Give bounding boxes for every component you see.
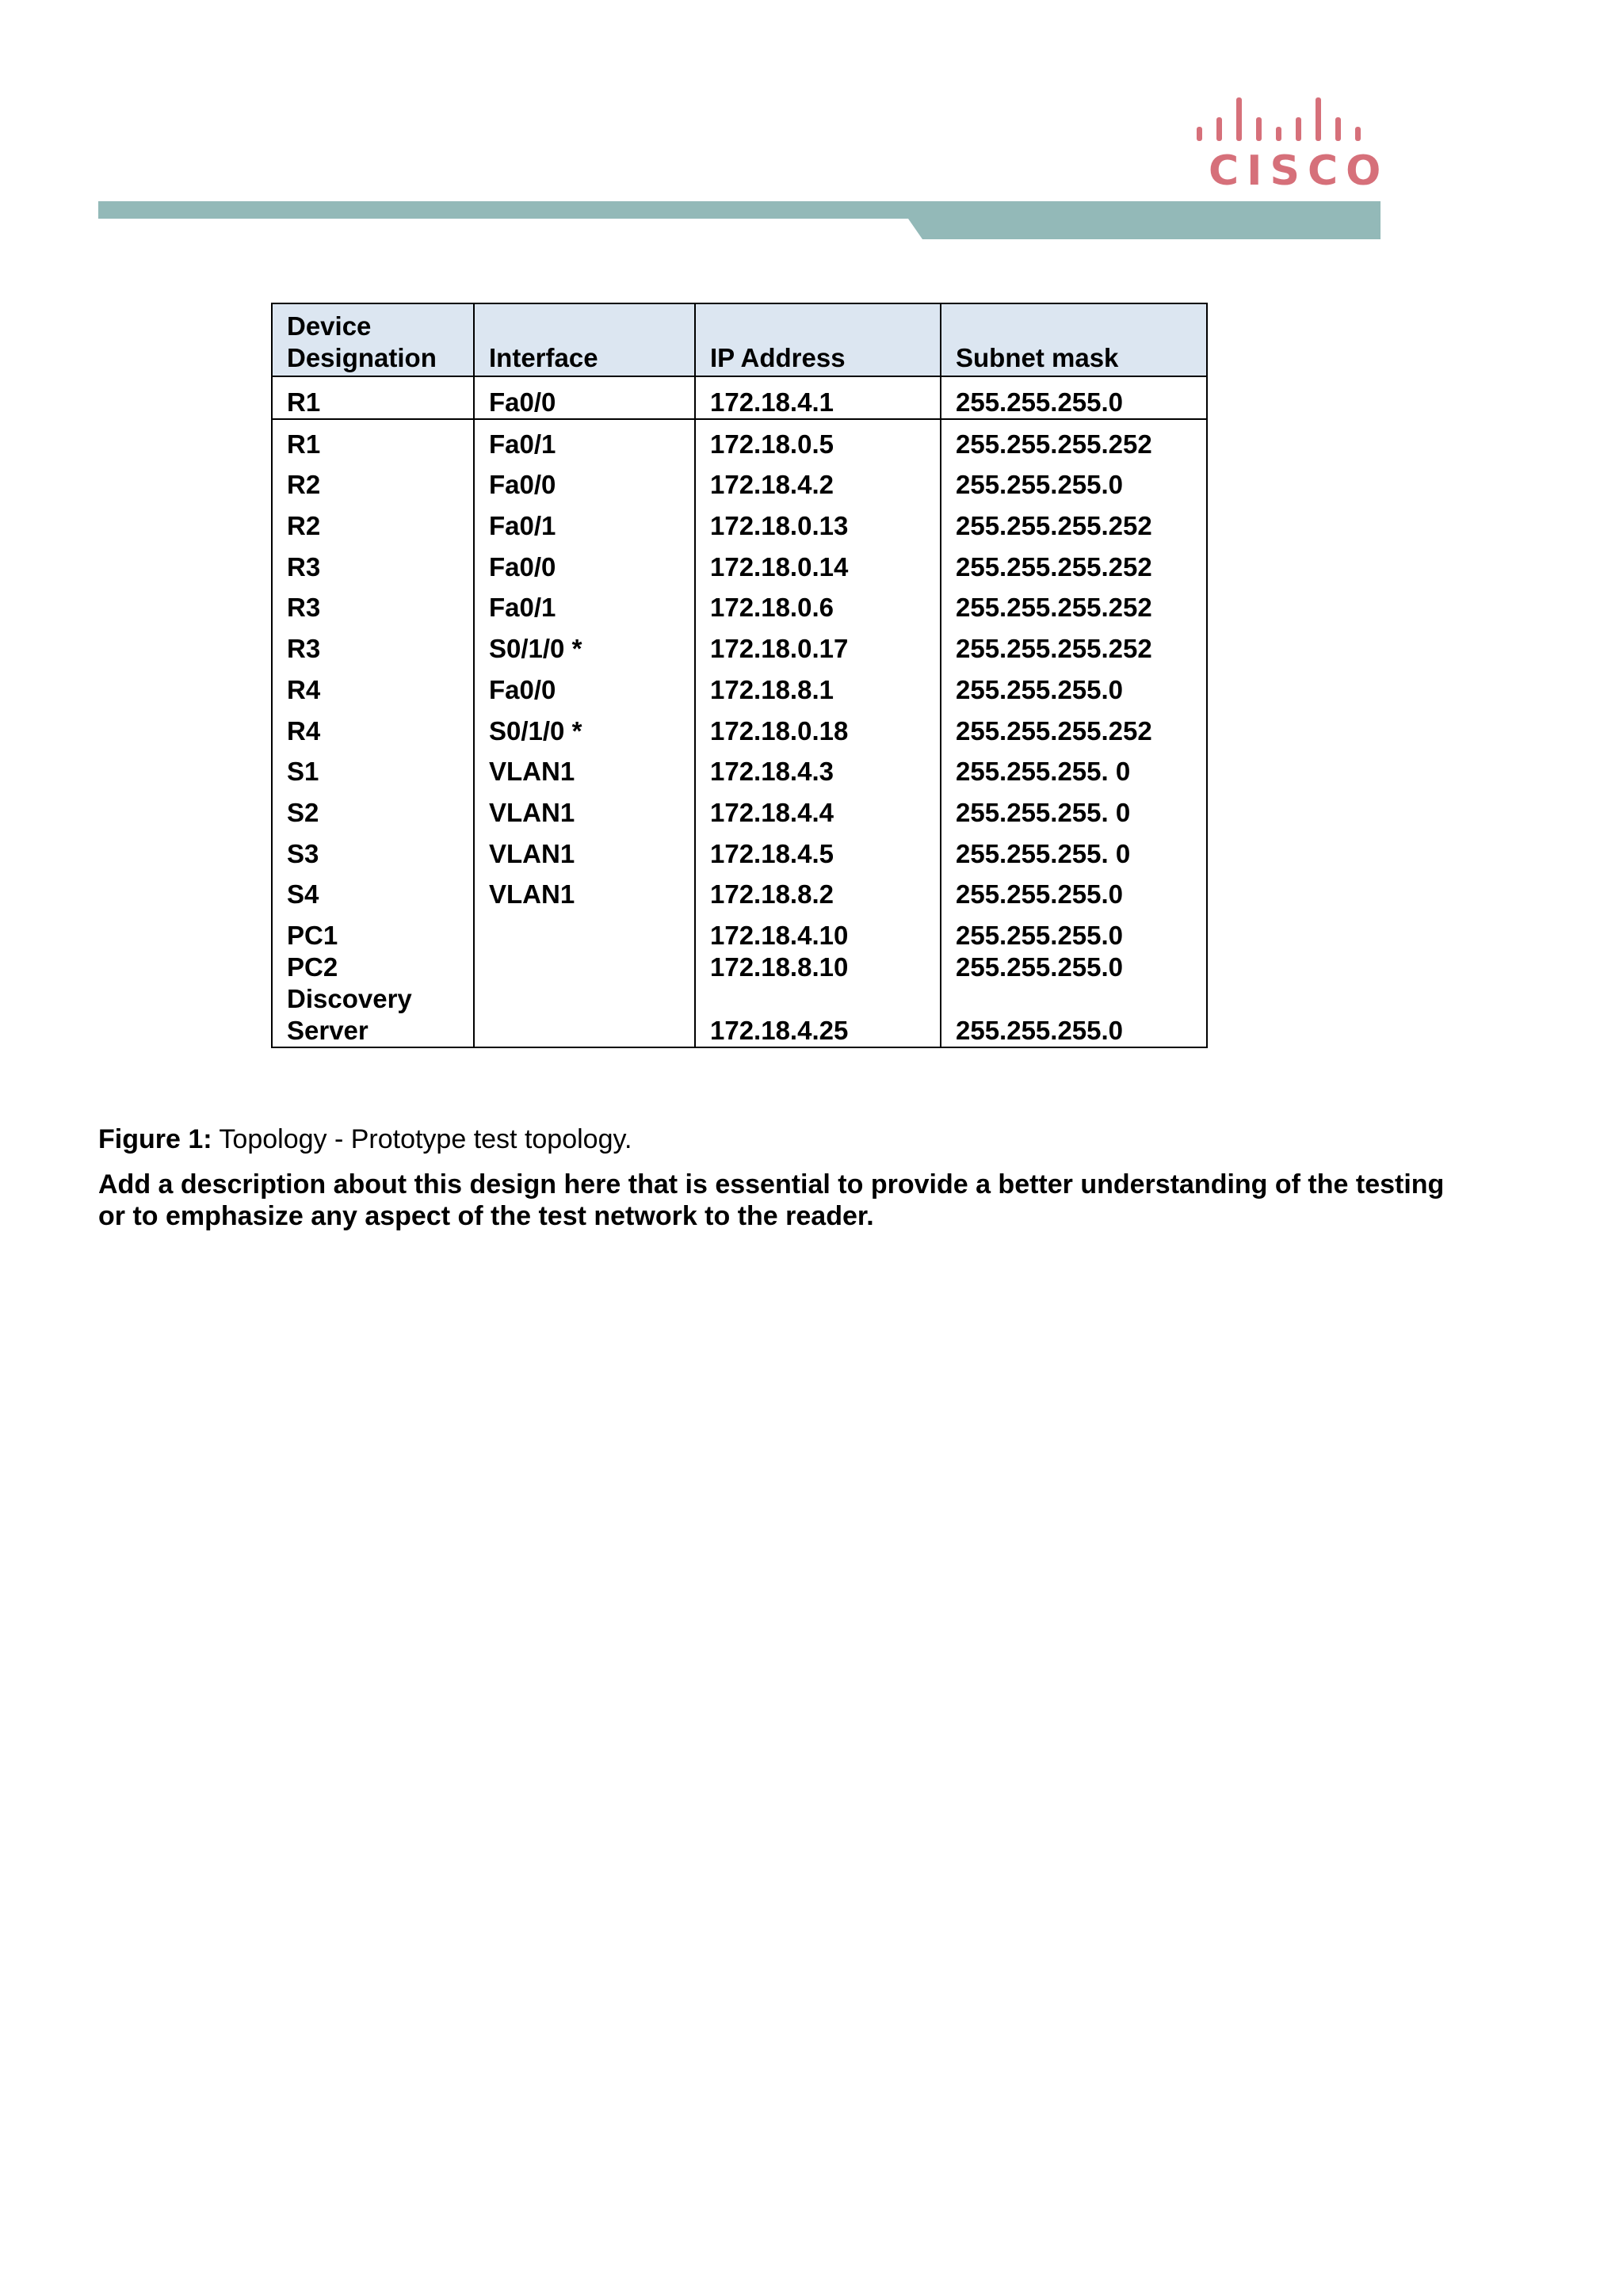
table-row: [272, 624, 1207, 665]
interface-cell: VLAN1: [474, 788, 695, 829]
design-description: Add a description about this design here that is essential to provide a better understanding of the testing or to emphasize any aspect of the test network to the reader.: [98, 1169, 1445, 1231]
device-cell: S3: [272, 829, 474, 870]
ip-address-cell: 172.18.0.14: [695, 542, 941, 583]
device-cell: R1: [272, 419, 474, 460]
ip-address-cell: 172.18.8.10: [695, 952, 941, 983]
subnet-mask-cell: 255.255.255.0: [941, 910, 1207, 952]
ip-address-cell: 172.18.0.18: [695, 706, 941, 747]
table-row: [272, 747, 1207, 788]
subnet-mask-cell: 255.255.255.252: [941, 624, 1207, 665]
ip-address-cell: 172.18.0.17: [695, 624, 941, 665]
device-cell: R4: [272, 665, 474, 706]
interface-cell: S0/1/0 *: [474, 706, 695, 747]
cisco-logo-text: CISCO: [1209, 147, 1389, 195]
device-cell: R1: [272, 376, 474, 419]
column-header-ip-address: IP Address: [695, 303, 941, 376]
ip-address-cell: 172.18.4.4: [695, 788, 941, 829]
ip-address-cell: 172.18.0.6: [695, 583, 941, 624]
device-cell: S1: [272, 747, 474, 788]
table-row: [272, 460, 1207, 502]
subnet-mask-cell: 255.255.255.0: [941, 665, 1207, 706]
table-row: [272, 910, 1207, 952]
column-header-device: Device Designation: [272, 303, 474, 376]
subnet-mask-cell: 255.255.255.252: [941, 706, 1207, 747]
ip-address-cell: 172.18.4.10: [695, 910, 941, 952]
device-cell: S4: [272, 870, 474, 911]
subnet-mask-cell: 255.255.255.0: [941, 376, 1207, 419]
interface-cell: Fa0/0: [474, 376, 695, 419]
subnet-mask-cell: 255.255.255.0: [941, 460, 1207, 502]
table-row: [272, 542, 1207, 583]
device-cell: S2: [272, 788, 474, 829]
interface-cell: VLAN1: [474, 747, 695, 788]
header-band: [98, 201, 1381, 242]
column-header-subnet-mask: Subnet mask: [941, 303, 1207, 376]
device-cell: Discovery Server: [272, 983, 474, 1047]
device-cell: R3: [272, 583, 474, 624]
device-cell: PC2: [272, 952, 474, 983]
interface-cell: [474, 910, 695, 952]
table-row: [272, 376, 1207, 419]
interface-cell: Fa0/0: [474, 460, 695, 502]
interface-cell: Fa0/1: [474, 501, 695, 542]
table-row: [272, 419, 1207, 460]
device-cell: R3: [272, 624, 474, 665]
device-cell: R2: [272, 460, 474, 502]
subnet-mask-cell: 255.255.255. 0: [941, 829, 1207, 870]
ip-address-cell: 172.18.0.5: [695, 419, 941, 460]
table-header-row: [272, 303, 1207, 376]
subnet-mask-cell: 255.255.255. 0: [941, 788, 1207, 829]
table-row: [272, 583, 1207, 624]
table-row: [272, 870, 1207, 911]
interface-cell: S0/1/0 *: [474, 624, 695, 665]
ip-address-cell: 172.18.8.2: [695, 870, 941, 911]
device-cell: PC1: [272, 910, 474, 952]
figure-caption: [98, 1123, 632, 1155]
ip-address-cell: 172.18.8.1: [695, 665, 941, 706]
figure-caption-label: Figure 1:: [98, 1124, 212, 1154]
interface-cell: Fa0/1: [474, 419, 695, 460]
addressing-table: [271, 303, 1208, 1048]
ip-address-cell: 172.18.4.2: [695, 460, 941, 502]
figure-caption-text: Topology - Prototype test topology.: [212, 1124, 632, 1154]
table-row: [272, 829, 1207, 870]
device-cell: R2: [272, 501, 474, 542]
device-cell: R3: [272, 542, 474, 583]
subnet-mask-cell: 255.255.255.252: [941, 583, 1207, 624]
ip-address-cell: 172.18.4.3: [695, 747, 941, 788]
table-row: [272, 952, 1207, 983]
addressing-table-container: [271, 303, 1208, 1048]
device-cell: R4: [272, 706, 474, 747]
table-row: [272, 706, 1207, 747]
table-row: [272, 665, 1207, 706]
ip-address-cell: 172.18.4.25: [695, 983, 941, 1047]
ip-address-cell: 172.18.4.5: [695, 829, 941, 870]
interface-cell: VLAN1: [474, 829, 695, 870]
subnet-mask-cell: 255.255.255.0: [941, 983, 1207, 1047]
subnet-mask-cell: 255.255.255.252: [941, 501, 1207, 542]
column-header-interface: Interface: [474, 303, 695, 376]
ip-address-cell: 172.18.4.1: [695, 376, 941, 419]
subnet-mask-cell: 255.255.255.252: [941, 419, 1207, 460]
interface-cell: VLAN1: [474, 870, 695, 911]
table-row: [272, 983, 1207, 1047]
ip-address-cell: 172.18.0.13: [695, 501, 941, 542]
interface-cell: [474, 983, 695, 1047]
subnet-mask-cell: 255.255.255.0: [941, 870, 1207, 911]
interface-cell: Fa0/1: [474, 583, 695, 624]
interface-cell: [474, 952, 695, 983]
subnet-mask-cell: 255.255.255.0: [941, 952, 1207, 983]
table-row: [272, 788, 1207, 829]
subnet-mask-cell: 255.255.255. 0: [941, 747, 1207, 788]
table-row: [272, 501, 1207, 542]
interface-cell: Fa0/0: [474, 665, 695, 706]
interface-cell: Fa0/0: [474, 542, 695, 583]
subnet-mask-cell: 255.255.255.252: [941, 542, 1207, 583]
